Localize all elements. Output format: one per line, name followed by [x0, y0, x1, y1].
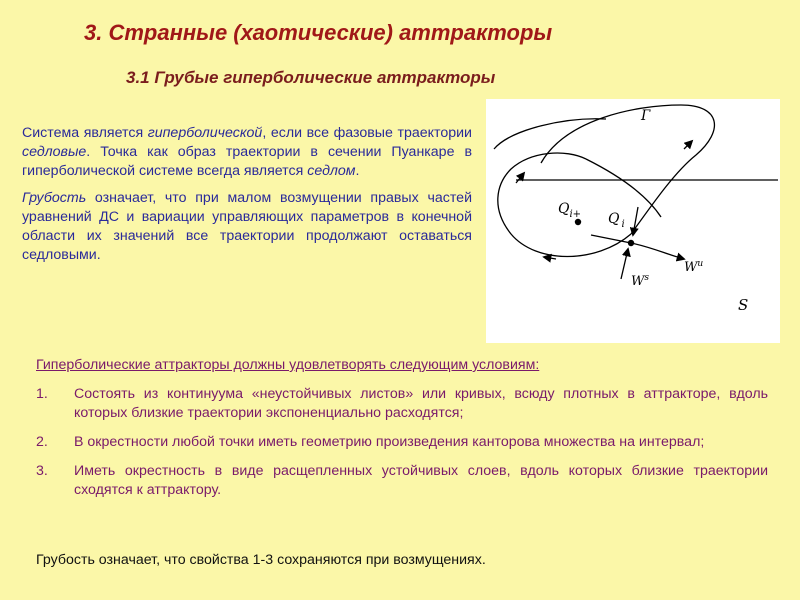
- flow-arrow: [544, 257, 556, 259]
- list-item-text: Иметь окрестность в виде расщепленных устойчивых слоев, вдоль которых близкие траектории сходятся к аттрактору.: [74, 463, 768, 498]
- q-i-letter: Q: [608, 211, 620, 227]
- conditions-block: [36, 356, 768, 510]
- w-unstable-letter: W: [684, 260, 698, 275]
- w-unstable-superscript: u: [697, 259, 704, 269]
- roughness-definition: [22, 189, 472, 265]
- list-item: [36, 462, 768, 500]
- flow-arrow: [516, 173, 524, 183]
- q-prev-subscript: i+: [569, 209, 582, 220]
- point-q-i: [628, 240, 634, 246]
- text-run: . Точка как образ траектории в сечении Пуанкаре в гиперболической системе всегда является: [22, 144, 472, 179]
- label-w-stable: [631, 273, 649, 289]
- stable-manifold: [621, 249, 628, 279]
- list-item-text: Состоять из континуума «неустойчивых листов» или кривых, всюду плотных в аттракторе, вдоль которых близкие траектории экспоненциально расходятся;: [74, 386, 768, 421]
- w-stable-superscript: s: [644, 273, 649, 283]
- text-run: , если все фазовые траектории: [262, 125, 472, 141]
- term-roughness: Грубость: [22, 190, 87, 206]
- flow-arrow: [684, 141, 692, 149]
- attractor-diagram: [486, 99, 780, 343]
- label-q-prev: [558, 201, 581, 220]
- list-item-number: 1.: [36, 386, 48, 402]
- label-section: S: [738, 296, 749, 314]
- conditions-heading: Гиперболические аттракторы должны удовлетворять следующим условиям:: [36, 357, 540, 373]
- q-i-subscript: i: [621, 219, 625, 230]
- label-q-i: [608, 211, 625, 230]
- text-run: Система является: [22, 125, 148, 141]
- attractor-figure: [486, 99, 780, 343]
- label-w-unstable: [684, 259, 703, 275]
- page-title: 3. Странные (хаотические) аттракторы: [84, 20, 553, 45]
- hyperbolic-definition: [22, 124, 472, 181]
- unstable-manifold: [591, 235, 684, 259]
- label-gamma: Г: [641, 108, 651, 124]
- term-hyperbolic: гиперболической: [147, 125, 263, 141]
- section-subtitle: 3.1 Грубые гиперболические аттракторы: [126, 68, 496, 87]
- term-saddle: седлом: [307, 163, 356, 179]
- stable-manifold: [633, 207, 638, 235]
- conclusion-text: Грубость означает, что свойства 1-3 сохраняются при возмущениях.: [36, 552, 486, 568]
- text-run: означает, что при малом возмущении правых частей уравнений ДС и вариации управляющих параметров в конечной области их значений все траектории продолжают оставаться седловыми.: [22, 190, 472, 263]
- term-saddle-trajectories: седловые: [22, 144, 87, 160]
- text-run: .: [355, 163, 360, 179]
- q-prev-letter: Q: [558, 201, 570, 217]
- list-item-number: 2.: [36, 434, 48, 450]
- list-item-number: 3.: [36, 463, 48, 479]
- list-item-text: В окрестности любой точки иметь геометрию произведения канторова множества на интервал;: [74, 434, 705, 450]
- intro-text: [22, 124, 472, 273]
- list-item: [36, 433, 768, 452]
- list-item: [36, 385, 768, 423]
- w-stable-letter: W: [631, 274, 645, 289]
